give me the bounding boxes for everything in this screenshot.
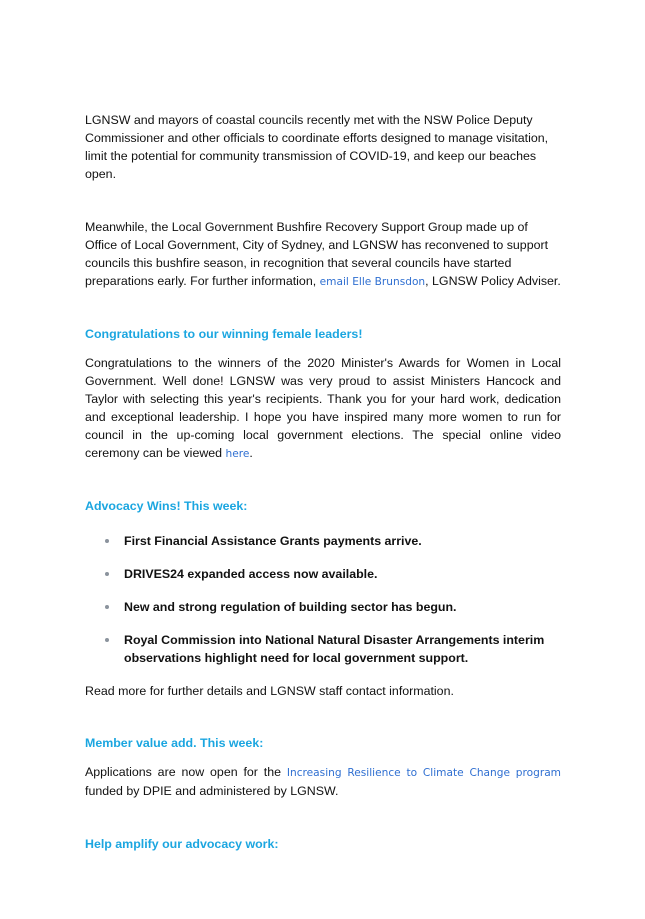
list-item — [85, 598, 561, 616]
member-value-paragraph — [85, 763, 561, 800]
member-value-text: Applications are now open for the — [85, 765, 287, 779]
read-more-paragraph: Read more for further details and LGNSW staff contact information. — [85, 684, 454, 698]
bullet-icon — [105, 572, 109, 576]
female-leaders-paragraph — [85, 354, 561, 463]
advocacy-item-text: First Financial Assistance Grants payments arrive. — [124, 534, 422, 548]
female-leaders-text-end: . — [249, 446, 253, 460]
bullet-icon — [105, 638, 109, 642]
video-ceremony-link[interactable]: here — [225, 448, 250, 460]
list-item — [85, 631, 561, 667]
bushfire-text-end: , LGNSW Policy Adviser. — [425, 274, 561, 288]
email-elle-brunsdon-link[interactable]: email Elle Brunsdon — [319, 276, 426, 288]
list-item — [85, 565, 561, 583]
bullet-icon — [105, 539, 109, 543]
advocacy-item-text: New and strong regulation of building sector has begun. — [124, 600, 457, 614]
member-value-heading: Member value add. This week: — [85, 736, 264, 750]
bullet-icon — [105, 605, 109, 609]
bushfire-text: Meanwhile, the Local Government Bushfire Recovery Support Group made up of Office of Local Government, City of Sydney, and LGNSW has reconvened to support councils this bushfire season, in recognition that several councils have started preparations early. For further information, — [85, 220, 549, 288]
coastal-paragraph: LGNSW and mayors of coastal councils recently met with the NSW Police Deputy Commissioner and other officials to coordinate efforts designed to manage visitation, limit the potential for community transmission of COVID-19, and keep our beaches open. — [85, 113, 549, 181]
female-leaders-heading: Congratulations to our winning female leaders! — [85, 327, 363, 341]
climate-program-link[interactable]: Increasing Resilience to Climate Change program — [286, 767, 562, 779]
female-leaders-text: Congratulations to the winners of the 2020 Minister's Awards for Women in Local Government. Well done! LGNSW was very proud to assist Ministers Hancock and Taylor with selecting this year's recipients. Thank you for your hard work, dedication and exceptional leadership. I hope you have inspired many more women to run for council in the up-coming local government elections. The special online video ceremony can be viewed — [85, 356, 561, 460]
member-value-text-end: funded by DPIE and administered by LGNSW. — [85, 784, 339, 798]
bushfire-paragraph — [85, 218, 561, 291]
advocacy-item-text: Royal Commission into National Natural Disaster Arrangements interim observations highlight need for local government support. — [124, 633, 545, 665]
amplify-heading: Help amplify our advocacy work: — [85, 837, 279, 851]
newsletter-page — [85, 111, 561, 853]
advocacy-heading: Advocacy Wins! This week: — [85, 499, 248, 513]
advocacy-item-text: DRIVES24 expanded access now available. — [124, 567, 378, 581]
list-item — [85, 532, 561, 550]
advocacy-list — [85, 532, 561, 667]
